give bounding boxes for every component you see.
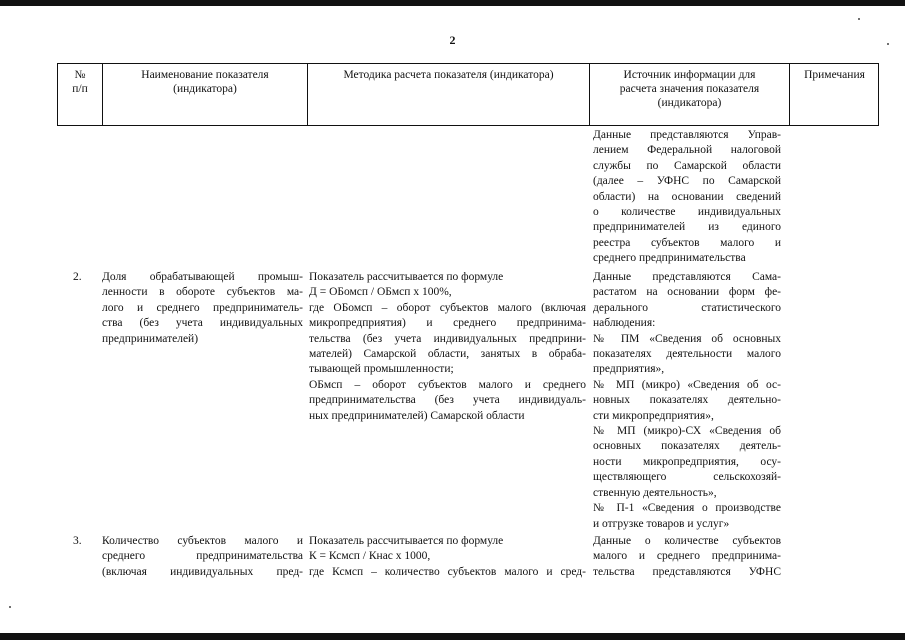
header-col-name: Наименование показателя (индикатора) bbox=[141, 69, 269, 95]
header-col-method: Методика расчета показателя (индикатора) bbox=[343, 69, 554, 81]
header-col-source: Источник информации для расчета значения показателя (индикатора) bbox=[619, 69, 760, 109]
row-2-number: 2. bbox=[73, 271, 82, 283]
row-2-indicator-name: Доля обрабатывающей промыш- ленности в обороте субъектов ма- лого и среднего предприниматель- ства (без учета индивидуальных предпринимателей) bbox=[102, 271, 303, 345]
scan-speck bbox=[9, 606, 11, 608]
header-col-number: № п/п bbox=[72, 69, 88, 95]
scan-speck bbox=[858, 18, 860, 20]
page-number: 2 bbox=[449, 33, 456, 47]
continuation-source-text: Данные представляются Управ- лением Федеральной налоговой службы по Самарской области (далее – УФНС по Самарской области) на основании сведений о количестве индивидуальных предпринимателей из единого реестра субъектов малого и среднего предпринимательства bbox=[593, 129, 781, 265]
row-3-number: 3. bbox=[73, 535, 82, 547]
bottom-scan-border bbox=[0, 633, 905, 640]
header-col-notes: Примечания bbox=[804, 69, 865, 81]
row-2-source: Данные представляются Сама- растатом на основании форм фе- дерального статистического наблюдения: № ПМ «Сведения об основных показателях деятельности малого предприятия», № МП (микро) «Сведения об ос- новных показателях деятельно- сти микропредприятия», № МП (микро)-СХ «Сведения об основных показателях деятель- ности микропредприятия, осу- ществляющего сельскохозяй- ственную деятельность», № П-1 «Сведения о производстве и отгрузке товаров и услуг» bbox=[593, 271, 781, 530]
row-3-source: Данные о количестве субъектов малого и среднего предпринима- тельства представляются УФНС bbox=[593, 535, 781, 578]
row-3-indicator-name: Количество субъектов малого и среднего предпринимательства (включая индивидуальных пред- bbox=[102, 535, 303, 578]
table-header bbox=[57, 63, 879, 126]
row-3-method: Показатель рассчитывается по формуле К = Ксмсп / Кнас х 1000, где Ксмсп – количество субъектов малого и сред- bbox=[309, 535, 586, 578]
row-2-method: Показатель рассчитывается по формуле Д = ОБомсп / ОБмсп х 100%, где ОБомсп – оборот субъектов малого (включая микропредприятия) и среднего предпринима- тельства (без учета индивидуальных предприни- мателей) Самарской области, занятых в обраба- тывающей промышленности; ОБмсп – оборот субъектов малого и среднего предпринимательства (без учета индивидуаль- ных предпринимателей) Самарской области bbox=[309, 271, 586, 422]
top-scan-border bbox=[0, 0, 905, 6]
